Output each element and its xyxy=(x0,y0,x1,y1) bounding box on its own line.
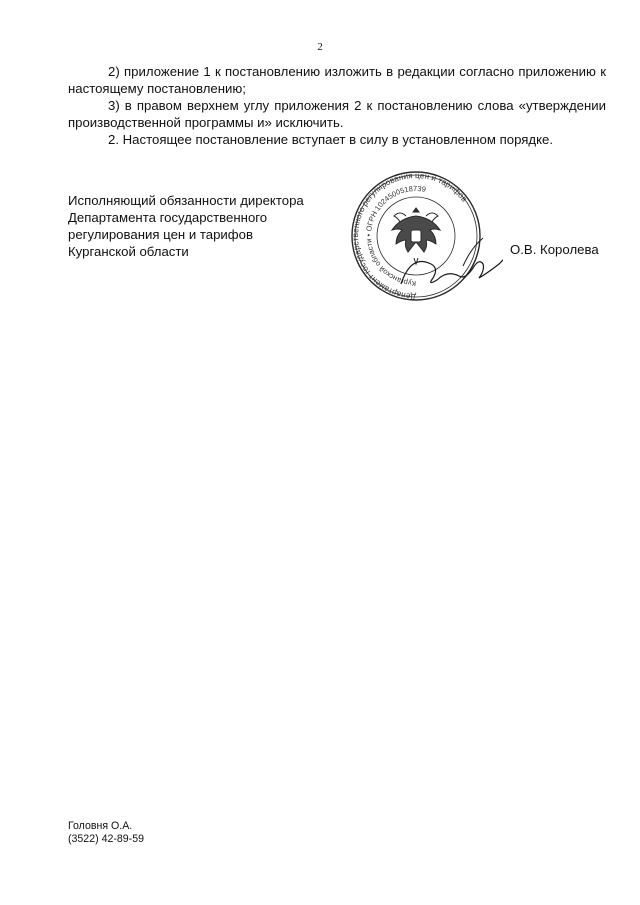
official-seal-stamp xyxy=(343,164,503,304)
seal-outer-text: Департамент государственного регулирования цен и тарифов xyxy=(351,170,469,302)
signature-title-line: Департамента государственного xyxy=(68,210,268,225)
paragraph-item-3: 3) в правом верхнем углу приложения 2 к постановлению слова «утверждении производственной программы и» исключить. xyxy=(68,98,606,130)
coat-of-arms-icon xyxy=(392,208,440,264)
signature-title xyxy=(68,192,304,260)
page-number: 2 xyxy=(317,41,323,53)
signature-title-line: Исполняющий обязанности директора xyxy=(68,193,304,208)
paragraph-effective: 2. Настоящее постановление вступает в силу в установленном порядке. xyxy=(108,132,554,147)
handwritten-signature xyxy=(401,254,503,284)
signer-name: О.В. Королева xyxy=(510,242,599,257)
footer-author: Головня О.А. xyxy=(68,820,133,832)
signature-title-line: Курганской области xyxy=(68,244,189,259)
footer-contact xyxy=(68,820,144,846)
document-body xyxy=(68,63,606,148)
signature-title-line: регулирования цен и тарифов xyxy=(68,227,253,242)
paragraph-item-2: 2) приложение 1 к постановлению изложить в редакции согласно приложению к настоящему постановлению; xyxy=(68,64,606,96)
seal-inner-text: Курганской области • ОГРН 1024500518739 xyxy=(364,183,427,289)
footer-phone: (3522) 42-89-59 xyxy=(68,833,144,845)
